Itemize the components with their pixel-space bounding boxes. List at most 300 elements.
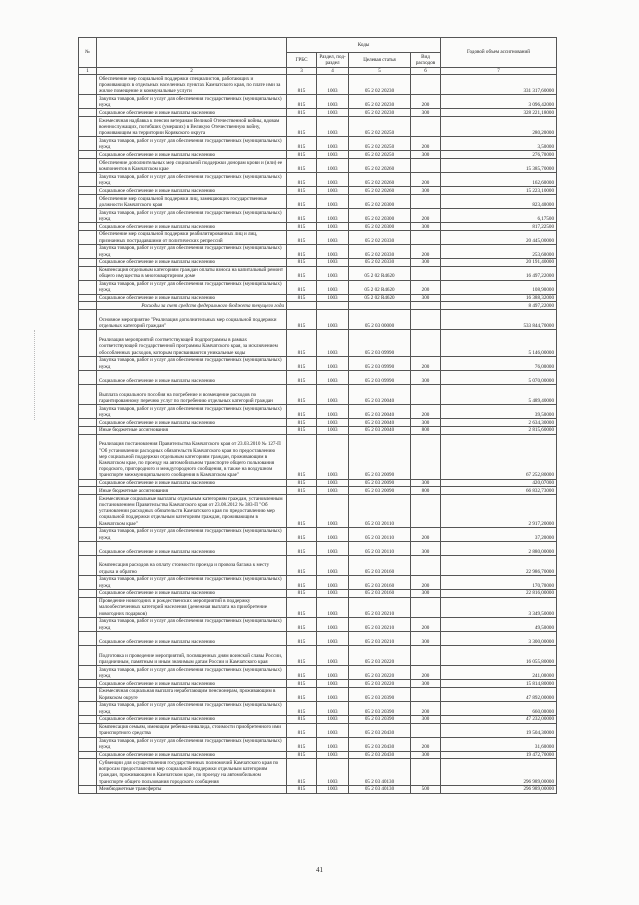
cell-description: Обеспечение дополнительных мер социальной поддержки донорам крови и (или) ее компонентов в Камчатском крае [97,159,287,173]
cell-no [79,666,97,680]
cell-target-article: 05 2 03 20090 [349,479,411,487]
cell-razdel: 1003 [317,280,349,294]
cell-razdel: 1003 [317,487,349,495]
cell-grbs: 815 [287,310,317,330]
cell-description: Социальное обеспечение и иные выплаты населению [97,109,287,117]
cell-target-article: 05 2 02 20230 [349,109,411,117]
cell-target-article: 05 2 03 40130 [349,759,411,785]
cell-grbs: 815 [287,280,317,294]
cell-description: Закупка товаров, работ и услуг для обеспечения государственных (муниципальных) нужд [97,527,287,541]
table-row [79,330,557,356]
cell-amount: 5 146,00000 [441,330,557,356]
cell-no [79,575,97,589]
header-index: 1 [79,68,97,75]
cell-grbs: 815 [287,645,317,665]
cell-description: Социальное обеспечение и иные выплаты населению [97,370,287,384]
header-index: 3 [287,68,317,75]
cell-expense-type: 200 [411,737,441,751]
cell-no [79,384,97,404]
cell-no [79,589,97,597]
cell-no [79,244,97,258]
table-row [79,723,557,737]
cell-razdel: 1003 [317,230,349,244]
cell-grbs: 815 [287,194,317,208]
header-sum: Годовой объем ассигнований [441,38,557,68]
cell-amount: 328 221,18000 [441,109,557,117]
cell-description: Расходы за счет средств федерального бюджета текущего года [97,302,287,310]
cell-no [79,280,97,294]
cell-target-article: 05 2 03 20040 [349,426,411,434]
cell-no [79,701,97,715]
cell-grbs: 815 [287,187,317,195]
cell-amount: 296 989,00000 [441,785,557,793]
cell-grbs: 815 [287,555,317,575]
table-row [79,426,557,434]
table-row [79,785,557,793]
cell-description: Социальное обеспечение и иные выплаты населению [97,418,287,426]
cell-razdel: 1003 [317,151,349,159]
cell-razdel: 1003 [317,645,349,665]
table-row [79,680,557,688]
cell-expense-type: 200 [411,280,441,294]
cell-amount: 296 989,00000 [441,759,557,785]
cell-amount: 16 055,80000 [441,645,557,665]
cell-grbs: 815 [287,737,317,751]
cell-target-article: 05 2 03 00000 [349,310,411,330]
cell-no [79,330,97,356]
cell-target-article: 05 2 03 20110 [349,495,411,528]
cell-description: Социальное обеспечение и иные выплаты населению [97,751,287,759]
header-csr: Целевая статья [349,53,411,68]
cell-razdel: 1003 [317,589,349,597]
cell-expense-type [411,330,441,356]
cell-razdel: 1003 [317,555,349,575]
cell-description: Ежемесячная надбавка к пенсии ветеранам Великой Отечественной войны, вдовам военнослужащих, погибших (умерших) в Великую Отечественную войну, проживающим на территории Корякского округа [97,117,287,137]
cell-razdel: 1003 [317,701,349,715]
cell-description: Закупка товаров, работ и услуг для обеспечения государственных (муниципальных) нужд [97,701,287,715]
cell-target-article: 05 2 03 20430 [349,737,411,751]
budget-table [78,37,557,794]
cell-razdel: 1003 [317,117,349,137]
cell-expense-type: 300 [411,479,441,487]
cell-no [79,208,97,222]
cell-amount: 16 388,32000 [441,294,557,302]
table-row [79,434,557,479]
cell-amount: 19 472,70000 [441,751,557,759]
table-row [79,294,557,302]
cell-expense-type: 300 [411,715,441,723]
table-row [79,666,557,680]
table-row [79,487,557,495]
cell-target-article [349,302,411,310]
cell-razdel: 1003 [317,715,349,723]
table-row [79,280,557,294]
cell-amount: 276,70000 [441,151,557,159]
table-row [79,356,557,370]
cell-target-article: 05 2 02 20230 [349,95,411,109]
cell-expense-type: 300 [411,751,441,759]
header-no: № [79,38,97,68]
cell-razdel: 1003 [317,222,349,230]
cell-description: Проведение новогодних и рождественских мероприятий в поддержку малообеспеченных категорий населения (денежная выплата на приобретение новогодних подарков) [97,597,287,617]
table-row [79,258,557,266]
cell-target-article: 05 2 02 20300 [349,222,411,230]
cell-target-article: 05 2 03 20390 [349,687,411,701]
cell-target-article: 05 2 03 20210 [349,631,411,645]
cell-amount: 3 300,00000 [441,631,557,645]
cell-description: Социальное обеспечение и иные выплаты населению [97,631,287,645]
cell-grbs: 815 [287,487,317,495]
cell-amount: 660,00000 [441,701,557,715]
cell-grbs: 815 [287,617,317,631]
cell-razdel: 1003 [317,751,349,759]
cell-expense-type [411,117,441,137]
cell-expense-type: 800 [411,426,441,434]
cell-expense-type: 300 [411,258,441,266]
cell-no [79,95,97,109]
cell-razdel: 1003 [317,597,349,617]
cell-expense-type [411,597,441,617]
header-codes: Коды [287,38,441,53]
table-row [79,589,557,597]
cell-description: Социальное обеспечение и иные выплаты населению [97,258,287,266]
cell-expense-type: 200 [411,617,441,631]
table-row [79,715,557,723]
cell-expense-type [411,434,441,479]
cell-description: Реализация мероприятий соответствующей подпрограммы в рамках соответствующей государственной программы Камчатского края, за исключением обособленных расходов, которым присваиваются уникальные коды [97,330,287,356]
cell-amount: 823,40000 [441,194,557,208]
cell-grbs: 815 [287,541,317,555]
cell-expense-type: 200 [411,173,441,187]
cell-amount: 6,17500 [441,208,557,222]
cell-no [79,159,97,173]
cell-amount: 420,07000 [441,479,557,487]
table-row [79,370,557,384]
header-index: 5 [349,68,411,75]
cell-amount: 20 191,40000 [441,258,557,266]
cell-target-article: 05 2 02 R4620 [349,294,411,302]
cell-razdel: 1003 [317,631,349,645]
cell-razdel: 1003 [317,737,349,751]
cell-description: Социальное обеспечение и иные выплаты населению [97,222,287,230]
cell-expense-type: 200 [411,244,441,258]
cell-grbs: 815 [287,575,317,589]
cell-no [79,302,97,310]
cell-expense-type: 300 [411,680,441,688]
cell-amount: 3 096,42000 [441,95,557,109]
header-index: 7 [441,68,557,75]
cell-target-article: 05 2 03 20390 [349,715,411,723]
cell-expense-type [411,302,441,310]
cell-target-article: 05 2 03 20160 [349,575,411,589]
cell-amount: 16 497,22000 [441,266,557,280]
cell-no [79,434,97,479]
table-row [79,597,557,617]
cell-expense-type: 200 [411,701,441,715]
cell-amount: 2 815,60000 [441,426,557,434]
cell-grbs: 815 [287,109,317,117]
cell-no [79,356,97,370]
cell-no [79,617,97,631]
table-row [79,687,557,701]
cell-amount: 8 497,22000 [441,302,557,310]
cell-grbs: 815 [287,159,317,173]
cell-expense-type [411,555,441,575]
cell-target-article: 05 2 03 20110 [349,541,411,555]
cell-target-article: 05 2 02 R4620 [349,280,411,294]
cell-no [79,194,97,208]
cell-amount: 15 385,70000 [441,159,557,173]
cell-razdel: 1003 [317,384,349,404]
cell-expense-type [411,759,441,785]
cell-no [79,109,97,117]
cell-description: Закупка товаров, работ и услуг для обеспечения государственных (муниципальных) нужд [97,95,287,109]
cell-description: Ежемесячная социальная выплата неработающим пенсионерам, проживающим в Корякском округе [97,687,287,701]
cell-expense-type: 300 [411,541,441,555]
table-row [79,645,557,665]
cell-expense-type: 200 [411,575,441,589]
cell-description: Социальное обеспечение и иные выплаты населению [97,715,287,723]
table-row [79,109,557,117]
cell-amount: 47 892,00000 [441,687,557,701]
cell-grbs: 815 [287,384,317,404]
cell-target-article: 05 2 03 20110 [349,527,411,541]
cell-description: Компенсация отдельным категориям граждан оплаты взноса на капитальный ремонт общего имущества в многоквартирном доме [97,266,287,280]
cell-razdel: 1003 [317,194,349,208]
cell-razdel: 1003 [317,137,349,151]
cell-expense-type: 500 [411,785,441,793]
table-row [79,117,557,137]
table-row [79,575,557,589]
cell-target-article: 05 2 03 20040 [349,404,411,418]
cell-expense-type: 300 [411,418,441,426]
cell-razdel: 1003 [317,244,349,258]
cell-no [79,645,97,665]
cell-description: Закупка товаров, работ и услуг для обеспечения государственных (муниципальных) нужд [97,617,287,631]
cell-target-article: 05 2 02 R4620 [349,266,411,280]
cell-razdel: 1003 [317,75,349,95]
cell-amount: 31,60000 [441,737,557,751]
cell-target-article: 05 2 03 20220 [349,645,411,665]
cell-target-article: 05 2 03 20040 [349,418,411,426]
cell-grbs: 815 [287,479,317,487]
cell-razdel: 1003 [317,541,349,555]
cell-amount: 241,00000 [441,666,557,680]
cell-grbs: 815 [287,230,317,244]
cell-expense-type: 800 [411,487,441,495]
cell-target-article: 05 2 03 20430 [349,751,411,759]
cell-target-article: 05 2 03 09990 [349,330,411,356]
cell-razdel: 1003 [317,785,349,793]
cell-description: Подготовка и проведение мероприятий, посвященных дням воинской славы России, праздничным, памятным и иным значимым датам России и Камчатского края [97,645,287,665]
header-index: 4 [317,68,349,75]
cell-grbs: 815 [287,418,317,426]
table-row [79,208,557,222]
cell-expense-type [411,230,441,244]
cell-razdel: 1003 [317,208,349,222]
cell-no [79,751,97,759]
cell-description: Закупка товаров, работ и услуг для обеспечения государственных (муниципальных) нужд [97,244,287,258]
cell-amount: 22 986,70000 [441,555,557,575]
cell-description: Основное мероприятие "Реализация дополнительных мер социальной поддержки отдельных категорий граждан" [97,310,287,330]
cell-expense-type: 200 [411,95,441,109]
cell-target-article: 05 2 03 20090 [349,487,411,495]
table-row [79,759,557,785]
cell-expense-type: 300 [411,109,441,117]
cell-target-article: 05 2 03 20160 [349,555,411,575]
cell-description: Компенсация семьям, имеющим ребенка-инвалида, стоимости приобретенного ими транспортного средства [97,723,287,737]
table-row [79,737,557,751]
cell-target-article: 05 2 03 20430 [349,723,411,737]
cell-description: Социальное обеспечение и иные выплаты населению [97,294,287,302]
cell-no [79,487,97,495]
cell-amount: 533 844,70000 [441,310,557,330]
header-razdel: Раздел, под- раздел [317,53,349,68]
cell-razdel: 1003 [317,173,349,187]
cell-no [79,541,97,555]
cell-target-article: 05 2 03 09990 [349,370,411,384]
cell-razdel: 1003 [317,95,349,109]
table-row [79,527,557,541]
cell-grbs: 815 [287,631,317,645]
cell-amount: 3 349,50000 [441,597,557,617]
table-row [79,75,557,95]
cell-razdel: 1003 [317,426,349,434]
cell-target-article: 05 2 03 20160 [349,589,411,597]
cell-grbs: 815 [287,137,317,151]
cell-description: Иные бюджетные ассигнования [97,426,287,434]
cell-razdel [317,302,349,310]
cell-grbs: 815 [287,404,317,418]
cell-amount: 5 489,40000 [441,384,557,404]
table-row [79,751,557,759]
cell-grbs: 815 [287,723,317,737]
cell-amount: 15 814,80000 [441,680,557,688]
table-row [79,541,557,555]
cell-target-article: 05 2 02 20330 [349,230,411,244]
table-row [79,384,557,404]
cell-no [79,187,97,195]
cell-no [79,680,97,688]
cell-grbs: 815 [287,426,317,434]
cell-grbs: 815 [287,785,317,793]
cell-target-article: 05 2 02 20300 [349,208,411,222]
cell-razdel: 1003 [317,356,349,370]
cell-no [79,173,97,187]
cell-grbs: 815 [287,75,317,95]
cell-no [79,266,97,280]
cell-grbs: 815 [287,751,317,759]
table-row [79,244,557,258]
cell-description: Выплата социального пособия на погребение и возмещение расходов по гарантированному перечню услуг по погребению отдельных категорий граждан [97,384,287,404]
cell-grbs: 815 [287,244,317,258]
cell-description: Обеспечение мер социальной поддержки реабилитированных лиц и лиц, признанных пострадавшими от политических репрессий [97,230,287,244]
cell-razdel: 1003 [317,617,349,631]
cell-expense-type: 300 [411,151,441,159]
cell-expense-type: 300 [411,589,441,597]
cell-grbs: 815 [287,759,317,785]
cell-grbs: 815 [287,701,317,715]
cell-no [79,426,97,434]
cell-grbs: 815 [287,117,317,137]
cell-razdel: 1003 [317,495,349,528]
cell-razdel: 1003 [317,370,349,384]
cell-no [79,418,97,426]
cell-grbs: 815 [287,370,317,384]
cell-razdel: 1003 [317,187,349,195]
cell-grbs [287,302,317,310]
cell-amount: 3,50000 [441,137,557,151]
cell-grbs: 815 [287,527,317,541]
cell-expense-type: 200 [411,208,441,222]
cell-target-article: 05 2 03 40130 [349,785,411,793]
cell-description: Закупка товаров, работ и услуг для обеспечения государственных (муниципальных) нужд [97,737,287,751]
cell-expense-type [411,159,441,173]
header-name [97,38,287,68]
cell-target-article: 05 2 02 20260 [349,159,411,173]
cell-description: Закупка товаров, работ и услуг для обеспечения государственных (муниципальных) нужд [97,404,287,418]
cell-grbs: 815 [287,173,317,187]
cell-grbs: 815 [287,294,317,302]
cell-description: Обеспечение мер социальной поддержки лиц, замещающих государственные должности Камчатского края [97,194,287,208]
cell-grbs: 815 [287,687,317,701]
cell-amount: 76,00000 [441,356,557,370]
cell-expense-type: 200 [411,527,441,541]
cell-description: Субвенции для осуществления государственных полномочий Камчатского края по вопросам предоставления мер социальной поддержки отдельным категориям граждан, проживающим в Камчатском крае, по проезду на автомобильном транспорте общего пользования городского сообщения [97,759,287,785]
table-row [79,310,557,330]
cell-razdel: 1003 [317,330,349,356]
page-number: 41 [316,866,323,874]
table-row [79,187,557,195]
cell-description: Социальное обеспечение и иные выплаты населению [97,187,287,195]
cell-amount: 5 070,00000 [441,370,557,384]
cell-target-article: 05 2 02 20330 [349,244,411,258]
cell-razdel: 1003 [317,258,349,266]
cell-target-article: 05 2 03 20220 [349,666,411,680]
cell-no [79,370,97,384]
cell-expense-type [411,645,441,665]
cell-grbs: 815 [287,356,317,370]
cell-grbs: 815 [287,208,317,222]
cell-target-article: 05 2 02 20250 [349,117,411,137]
cell-no [79,294,97,302]
cell-target-article: 05 2 02 20260 [349,187,411,195]
cell-grbs: 815 [287,680,317,688]
cell-amount: 22 816,00000 [441,589,557,597]
cell-razdel: 1003 [317,759,349,785]
cell-razdel: 1003 [317,479,349,487]
cell-no [79,759,97,785]
cell-target-article: 05 2 03 20090 [349,434,411,479]
cell-expense-type [411,75,441,95]
cell-amount: 2 880,00000 [441,541,557,555]
cell-description: Ежемесячные социальные выплаты отдельным категориям граждан, установленным постановлением Правительства Камчатского края от 23.08.2012 № 383-П "Об установлении расходных обязательств Камчатского края по предоставлению мер социальной поддержки отдельным категориям граждан, проживающим в Камчатском крае" [97,495,287,528]
cell-no [79,310,97,330]
cell-grbs: 815 [287,434,317,479]
cell-expense-type [411,194,441,208]
cell-no [79,404,97,418]
cell-amount: 817,22500 [441,222,557,230]
cell-razdel: 1003 [317,404,349,418]
cell-expense-type [411,310,441,330]
cell-amount: 170,70000 [441,575,557,589]
cell-target-article: 05 2 03 20390 [349,701,411,715]
cell-amount: 2 917,20000 [441,495,557,528]
cell-no [79,137,97,151]
cell-expense-type [411,495,441,528]
cell-description: Закупка товаров, работ и услуг для обеспечения государственных (муниципальных) нужд [97,575,287,589]
cell-target-article: 05 2 02 20250 [349,151,411,159]
